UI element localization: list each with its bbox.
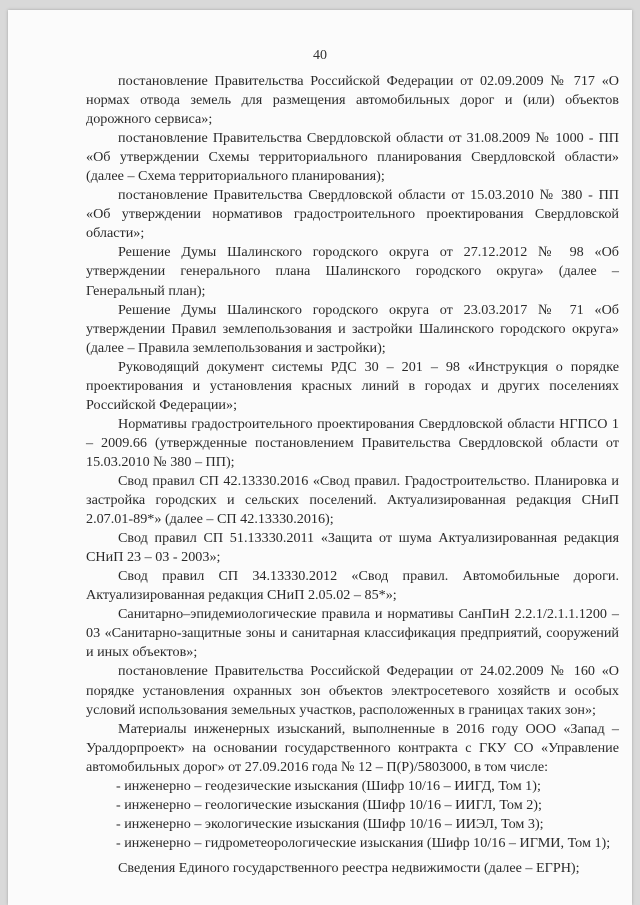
paragraph: постановление Правительства Свердловской области от 15.03.2010 № 380 - ПП «Об утверждении нормативов градостроительного проектирования Свердловской области»; [86, 187, 619, 242]
document-body [86, 72, 619, 878]
paragraph: постановление Правительства Российской Федерации от 24.02.2009 № 160 «О порядке установления охранных зон объектов электросетевого хозяйств и особых условий использования земельных участков, расположенных в границах таких зон»; [86, 663, 619, 718]
paragraph: Свод правил СП 34.13330.2012 «Свод правил. Автомобильные дороги. Актуализированная редакция СНиП 2.05.02 – 85*»; [86, 568, 619, 604]
list-item: - инженерно – экологические изыскания (Шифр 10/16 – ИИЭЛ, Том 3); [116, 815, 544, 832]
paragraph: постановление Правительства Свердловской области от 31.08.2009 № 1000 - ПП «Об утверждении Схемы территориального планирования Свердловской области» (далее – Схема территориального планирования); [86, 130, 619, 185]
paragraph: Руководящий документ системы РДС 30 – 201 – 98 «Инструкция о порядке проектирования и установления красных линий в городах и других поселениях Российской Федерации»; [86, 358, 619, 413]
page-number: 40 [313, 48, 327, 63]
paragraph: Материалы инженерных изысканий, выполненные в 2016 году ООО «Запад – Уралдорпроект» на основании государственного контракта с ГКУ СО «Управление автомобильных дорог» от 27.09.2016 года № 12 – П(Р)/5803000, в том числе: [86, 720, 619, 775]
paragraph: Решение Думы Шалинского городского округа от 27.12.2012 № 98 «Об утверждении генерального плана Шалинского городского округа» (далее – Генеральный план); [86, 244, 619, 299]
paragraph: постановление Правительства Российской Федерации от 02.09.2009 № 717 «О нормах отвода земель для размещения автомобильных дорог и (или) объектов дорожного сервиса»; [86, 73, 619, 128]
paragraph: Санитарно–эпидемиологические правила и нормативы СанПиН 2.2.1/2.1.1.1200 – 03 «Санитарно-защитные зоны и санитарная классификация предприятий, сооружений и иных объектов»; [86, 606, 619, 661]
list-item: - инженерно – геодезические изыскания (Шифр 10/16 – ИИГД, Том 1); [116, 777, 541, 794]
paragraph: Сведения Единого государственного реестра недвижимости (далее – ЕГРН); [118, 859, 580, 876]
paragraph: Нормативы градостроительного проектирования Свердловской области НГПСО 1 – 2009.66 (утвержденные постановлением Правительства Свердловской области от 15.03.2010 № 380 – ПП); [86, 415, 619, 470]
paragraph: Свод правил СП 42.13330.2016 «Свод правил. Градостроительство. Планировка и застройка городских и сельских поселений. Актуализированная редакция СНиП 2.07.01-89*» (далее – СП 42.13330.2016); [86, 472, 619, 528]
paragraph: Решение Думы Шалинского городского округа от 23.03.2017 № 71 «Об утверждении Правил землепользования и застройки Шалинского городского округа» (далее – Правила землепользования и застройки); [86, 301, 619, 356]
document-page [8, 10, 632, 905]
paragraph: Свод правил СП 51.13330.2011 «Защита от шума Актуализированная редакция СНиП 23 – 03 - 2003»; [86, 530, 619, 566]
list-item: - инженерно – геологические изыскания (Шифр 10/16 – ИИГЛ, Том 2); [116, 796, 542, 813]
list-item: - инженерно – гидрометеорологические изыскания (Шифр 10/16 – ИГМИ, Том 1); [116, 834, 611, 851]
